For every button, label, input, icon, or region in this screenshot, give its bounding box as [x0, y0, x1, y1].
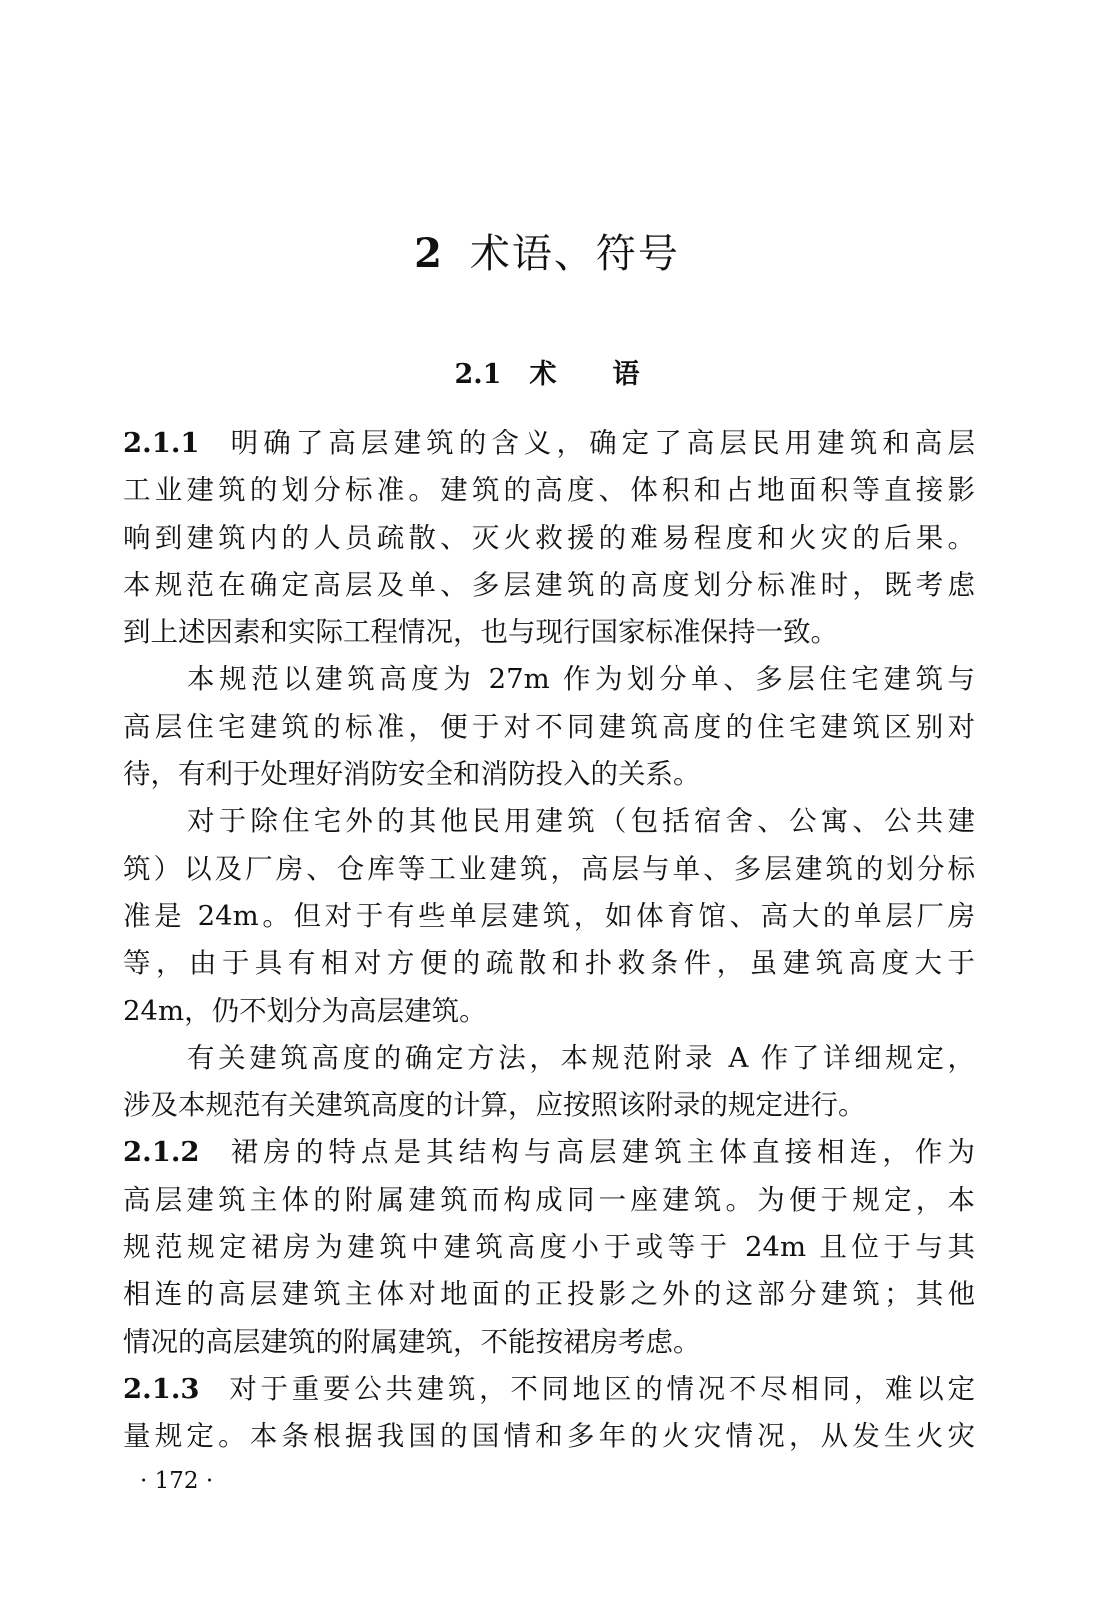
- clause-number: 2.1.3: [123, 1372, 200, 1405]
- clause-text: 明确了高层建筑的含义，确定了高层民用建筑和高层: [225, 427, 975, 459]
- section-title-word-2: 语: [612, 359, 640, 390]
- text-line: 到上述因素和实际工程情况，也与现行国家标准保持一致。: [123, 616, 838, 649]
- text-line: 高层建筑主体的附属建筑而构成同一座建筑。为便于规定，本: [123, 1183, 975, 1216]
- text-line: 待，有利于处理好消防安全和消防投入的关系。: [123, 758, 701, 791]
- text-line: [123, 1129, 975, 1176]
- chapter-title-text: 术语、符号: [469, 231, 680, 277]
- text-line: 准是 24m。但对于有些单层建筑，如体育馆、高大的单层厂房: [123, 899, 975, 932]
- text-line: 高层住宅建筑的标准，便于对不同建筑高度的住宅建筑区别对: [123, 710, 975, 743]
- paragraph-first-line: 本规范以建筑高度为 27m 作为划分单、多层住宅建筑与: [187, 663, 975, 696]
- text-line: 等，由于具有相对方便的疏散和扑救条件，虽建筑高度大于: [123, 947, 975, 980]
- clause-text: 对于重要公共建筑，不同地区的情况不尽相同，难以定: [225, 1372, 975, 1405]
- paragraph-first-line: 有关建筑高度的确定方法，本规范附录 A 作了详细规定，: [187, 1041, 975, 1074]
- page-number: · 172 ·: [140, 1468, 214, 1494]
- text-line: [123, 420, 975, 467]
- text-line: 规范规定裙房为建筑中建筑高度小于或等于 24m 且位于与其: [123, 1231, 975, 1264]
- body-text: [123, 420, 975, 1461]
- chapter-number: 2: [414, 230, 444, 277]
- text-line: 涉及本规范有关建筑高度的计算，应按照该附录的规定进行。: [123, 1089, 866, 1122]
- text-line: 本规范在确定高层及单、多层建筑的高度划分标准时，既考虑: [123, 568, 975, 601]
- text-line: 响到建筑内的人员疏散、灭火救援的难易程度和火灾的后果。: [123, 521, 975, 554]
- text-line: 量规定。本条根据我国的国情和多年的火灾情况，从发生火灾: [123, 1420, 975, 1453]
- text-line: 筑）以及厂房、仓库等工业建筑，高层与单、多层建筑的划分标: [123, 852, 975, 885]
- paragraph-first-line: 对于除住宅外的其他民用建筑（包括宿舍、公寓、公共建: [187, 805, 975, 838]
- clause-number: 2.1.1: [123, 427, 200, 459]
- text-line: 情况的高层建筑的附属建筑，不能按裙房考虑。: [123, 1325, 701, 1358]
- text-line: 24m，仍不划分为高层建筑。: [123, 994, 487, 1027]
- text-line: 工业建筑的划分标准。建筑的高度、体积和占地面积等直接影: [123, 474, 975, 507]
- clause-text: 裙房的特点是其结构与高层建筑主体直接相连，作为: [225, 1136, 975, 1169]
- text-line: 相连的高层建筑主体对地面的正投影之外的这部分建筑；其他: [123, 1278, 975, 1311]
- clause-number: 2.1.2: [123, 1136, 200, 1169]
- section-title-word-1: 术: [529, 359, 557, 390]
- text-line: [123, 1366, 975, 1413]
- section-title: [0, 352, 1094, 391]
- section-number: 2.1: [454, 359, 502, 390]
- chapter-title: [0, 222, 1094, 279]
